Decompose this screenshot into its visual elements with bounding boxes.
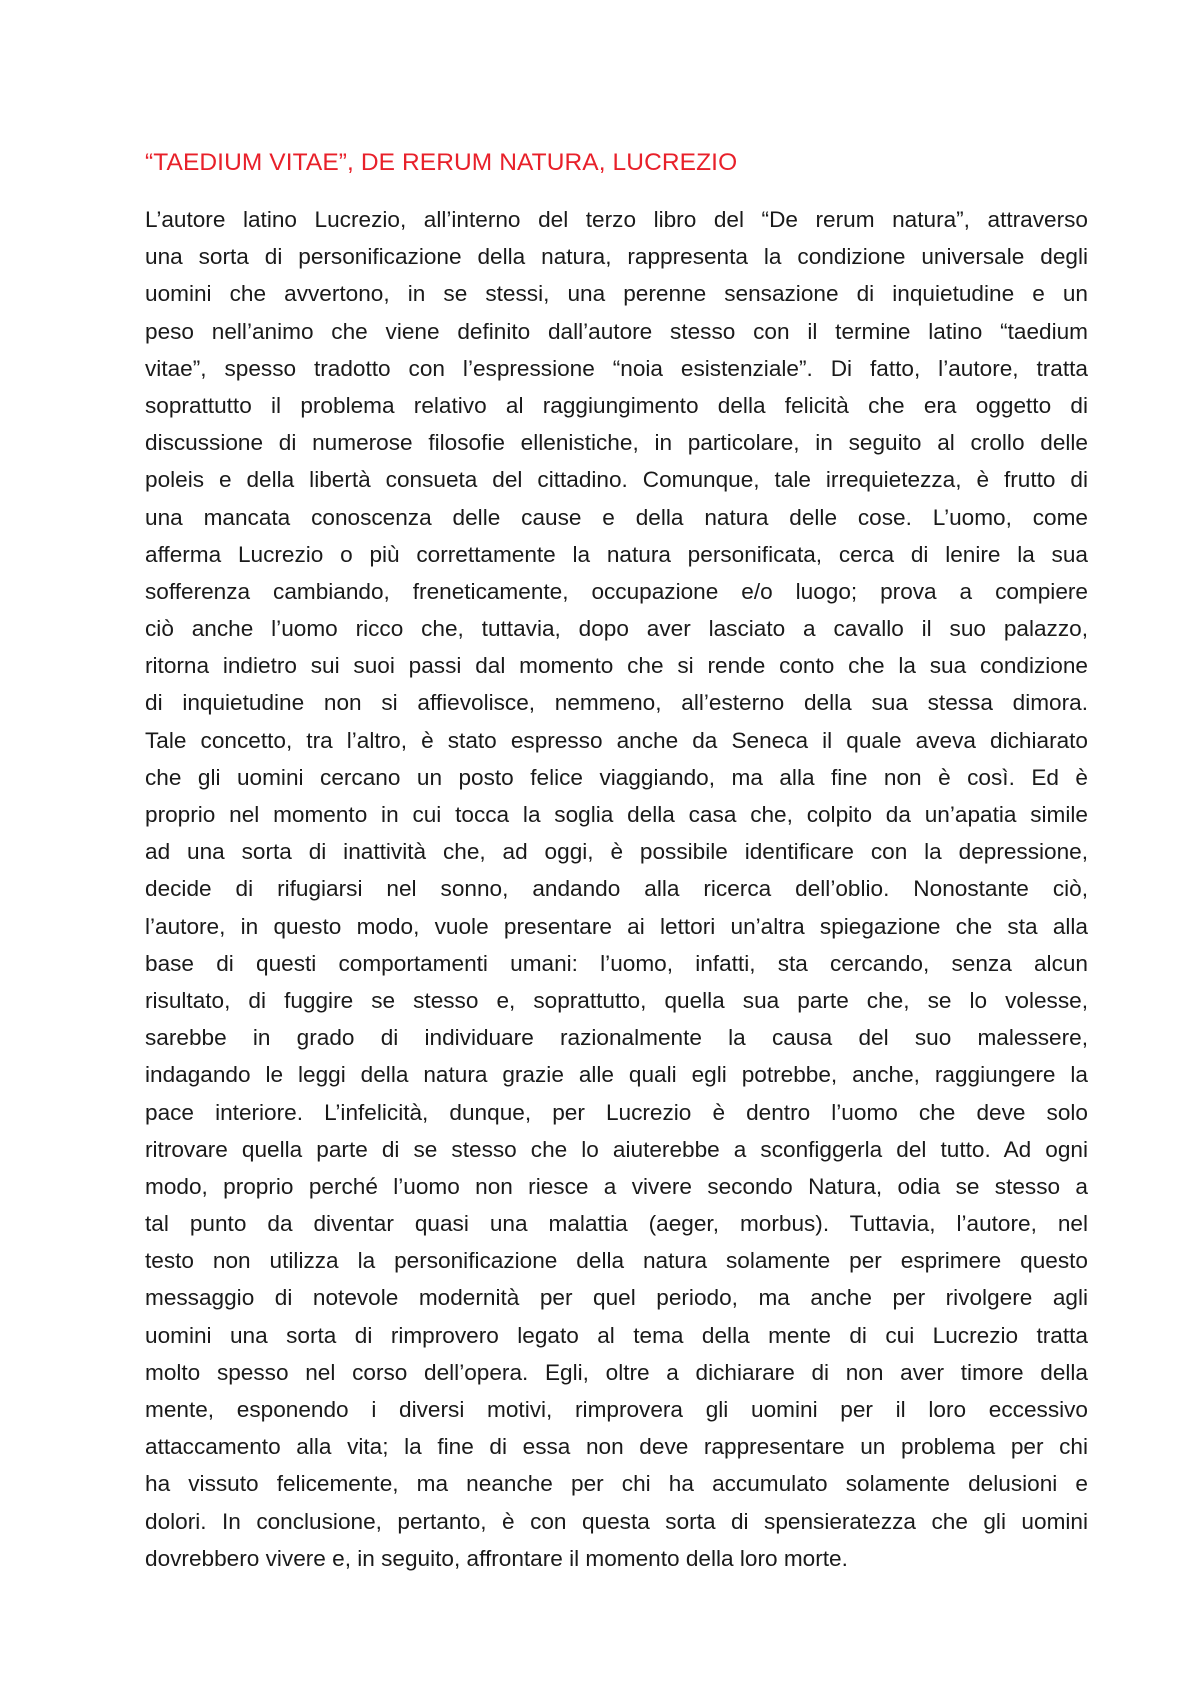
body-line: risultato, di fuggire se stesso e, soprattutto, quella sua parte che, se lo volesse, [145, 987, 1088, 1013]
body-line: ritrovare quella parte di se stesso che lo aiuterebbe a sconfiggerla del tutto. Ad ogni [145, 1136, 1088, 1162]
body-line: discussione di numerose filosofie ellenistiche, in particolare, in seguito al crollo delle [145, 430, 1088, 456]
document-title: “TAEDIUM VITAE”, DE RERUM NATURA, LUCREZIO [145, 149, 738, 176]
body-line: poleis e della libertà consueta del cittadino. Comunque, tale irrequietezza, è frutto di [145, 467, 1088, 493]
body-line: l’autore, in questo modo, vuole presentare ai lettori un’altra spiegazione che sta alla [145, 913, 1088, 939]
body-line: una sorta di personificazione della natura, rappresenta la condizione universale degli [145, 244, 1088, 270]
body-line: modo, proprio perché l’uomo non riesce a vivere secondo Natura, odia se stesso a [145, 1173, 1088, 1199]
document-body [145, 201, 1088, 1577]
body-line: messaggio di notevole modernità per quel periodo, ma anche per rivolgere agli [145, 1285, 1088, 1311]
body-line: ha vissuto felicemente, ma neanche per chi ha accumulato solamente delusioni e [145, 1471, 1088, 1497]
body-line: decide di rifugiarsi nel sonno, andando alla ricerca dell’oblio. Nonostante ciò, [145, 876, 1088, 902]
body-line: peso nell’animo che viene definito dall’autore stesso con il termine latino “taedium [145, 318, 1088, 344]
body-line: molto spesso nel corso dell’opera. Egli, oltre a dichiarare di non aver timore della [145, 1359, 1088, 1385]
body-line: sofferenza cambiando, freneticamente, occupazione e/o luogo; prova a compiere [145, 578, 1088, 604]
body-line: una mancata conoscenza delle cause e della natura delle cose. L’uomo, come [145, 504, 1088, 530]
body-line: vitae”, spesso tradotto con l’espressione “noia esistenziale”. Di fatto, l’autore, tratta [145, 355, 1088, 381]
body-line: sarebbe in grado di individuare razionalmente la causa del suo malessere, [145, 1025, 1088, 1051]
body-line: dolori. In conclusione, pertanto, è con questa sorta di spensieratezza che gli uomini [145, 1508, 1088, 1534]
body-line: pace interiore. L’infelicità, dunque, per Lucrezio è dentro l’uomo che deve solo [145, 1099, 1088, 1125]
body-line: Tale concetto, tra l’altro, è stato espresso anche da Seneca il quale aveva dichiarato [145, 727, 1088, 753]
body-line: ciò anche l’uomo ricco che, tuttavia, dopo aver lasciato a cavallo il suo palazzo, [145, 616, 1088, 642]
body-line: afferma Lucrezio o più correttamente la natura personificata, cerca di lenire la sua [145, 541, 1088, 567]
body-line: ad una sorta di inattività che, ad oggi, è possibile identificare con la depressione, [145, 839, 1088, 865]
body-line: dovrebbero vivere e, in seguito, affrontare il momento della loro morte. [145, 1545, 848, 1571]
body-line: testo non utilizza la personificazione della natura solamente per esprimere questo [145, 1248, 1088, 1274]
body-line: ritorna indietro sui suoi passi dal momento che si rende conto che la sua condizione [145, 653, 1088, 679]
body-line: L’autore latino Lucrezio, all’interno del terzo libro del “De rerum natura”, attraverso [145, 207, 1088, 232]
body-line: di inquietudine non si affievolisce, nemmeno, all’esterno della sua stessa dimora. [145, 690, 1088, 716]
body-line: uomini una sorta di rimprovero legato al tema della mente di cui Lucrezio tratta [145, 1322, 1088, 1348]
body-line: attaccamento alla vita; la fine di essa non deve rappresentare un problema per chi [145, 1434, 1088, 1460]
body-line: tal punto da diventar quasi una malattia (aeger, morbus). Tuttavia, l’autore, nel [145, 1211, 1088, 1237]
body-line: uomini che avvertono, in se stessi, una perenne sensazione di inquietudine e un [145, 281, 1088, 307]
body-line: indagando le leggi della natura grazie alle quali egli potrebbe, anche, raggiungere la [145, 1062, 1088, 1088]
body-line: che gli uomini cercano un posto felice viaggiando, ma alla fine non è così. Ed è [145, 764, 1088, 790]
body-line: proprio nel momento in cui tocca la soglia della casa che, colpito da un’apatia simile [145, 802, 1088, 827]
body-line: soprattutto il problema relativo al raggiungimento della felicità che era oggetto di [145, 392, 1088, 418]
body-line: mente, esponendo i diversi motivi, rimprovera gli uomini per il loro eccessivo [145, 1397, 1088, 1422]
body-line: base di questi comportamenti umani: l’uomo, infatti, sta cercando, senza alcun [145, 950, 1088, 976]
